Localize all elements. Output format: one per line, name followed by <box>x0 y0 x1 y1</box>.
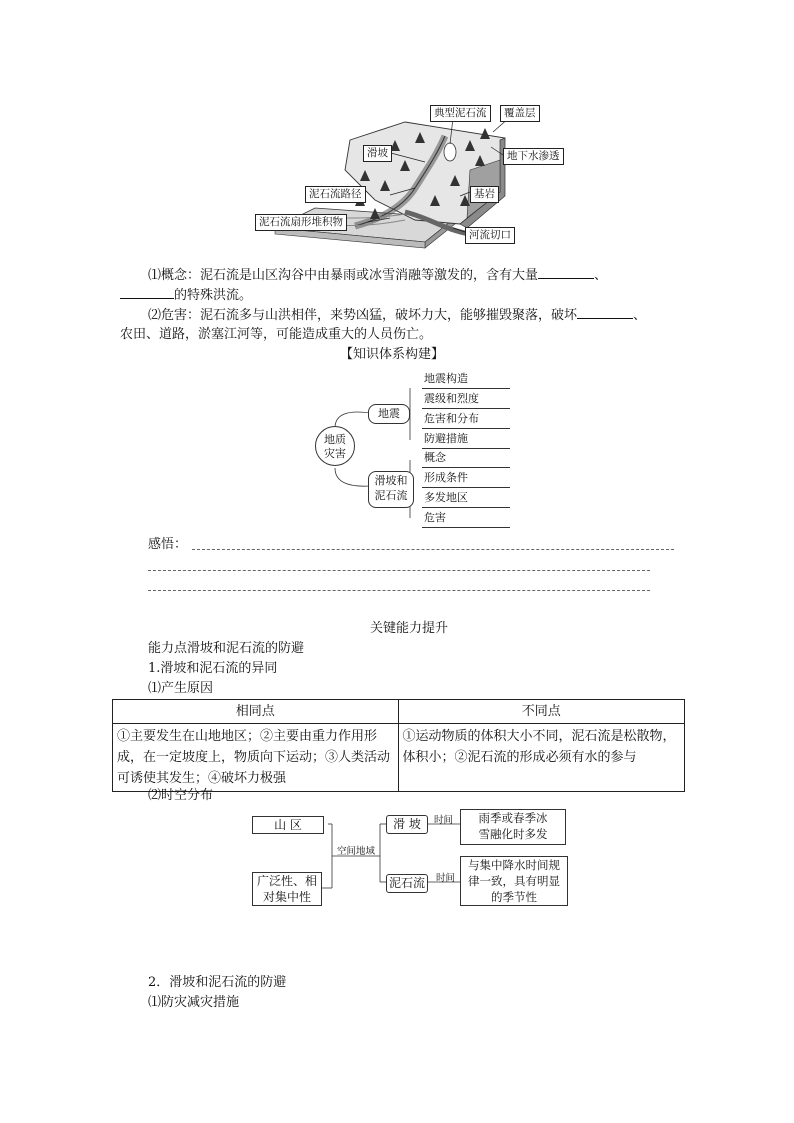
dist-space-label: 空间地域 <box>337 846 376 857</box>
map-item-ls-regions: 多发地区 <box>422 490 510 508</box>
section-1-heading: 1.滑坡和泥石流的异同 <box>148 661 278 676</box>
dist-debris-desc-line-2: 律一致，具有明显 <box>468 874 560 888</box>
harm-text-b: 、 <box>633 308 647 323</box>
answer-blank <box>538 266 594 279</box>
key-ability-topic: 能力点滑坡和泥石流的防避 <box>148 641 305 656</box>
map-landslide-line-1: 滑坡和 <box>374 474 408 487</box>
comparison-table <box>112 699 685 792</box>
map-item-ls-conditions: 形成条件 <box>422 470 510 488</box>
map-landslide-line-2: 泥石流 <box>374 489 408 502</box>
answer-blank <box>577 306 633 319</box>
map-item-eq-measures: 防避措施 <box>422 431 510 449</box>
dist-wide-box <box>252 872 322 906</box>
map-item-ls-harm: 危害 <box>422 510 510 528</box>
reflection-line-3[interactable] <box>148 590 650 591</box>
label-landslide: 滑坡 <box>363 145 392 162</box>
label-bedrock: 基岩 <box>470 186 499 203</box>
dist-debris-desc-line-1: 与集中降水时间规 <box>468 858 560 872</box>
harm-line-2: 农田、道路，淤塞江河等，可能造成重大的人员伤亡。 <box>120 327 433 342</box>
dist-landslide-desc <box>460 809 566 845</box>
dist-landslide-box: 滑 坡 <box>386 815 428 834</box>
concept-line-1 <box>148 266 607 285</box>
dist-mountain-box: 山 区 <box>252 816 324 834</box>
debris-flow-illustration <box>255 100 560 250</box>
label-flow-path: 泥石流路径 <box>305 186 366 203</box>
map-root-line-2: 灾害 <box>324 447 346 460</box>
harm-text-a: ⑵危害：泥石流多与山洪相伴，来势凶猛，破坏力大，能够摧毁聚落，破坏 <box>148 308 578 323</box>
map-item-eq-structure: 地震构造 <box>422 371 510 389</box>
section-2-1-heading: ⑴防灾减灾措施 <box>148 995 240 1010</box>
dist-landslide-desc-line-2: 雪融化时多发 <box>478 827 548 841</box>
knowledge-heading: 【知识体系构建】 <box>340 347 445 362</box>
label-cover-layer: 覆盖层 <box>500 105 540 122</box>
label-typical-debris-flow: 典型泥石流 <box>430 105 491 122</box>
section-1-1-heading: ⑴产生原因 <box>148 681 214 696</box>
table-cell-diff: ①运动物质的体积大小不同，泥石流是松散物，体积小；②泥石流的形成必须有水的参与 <box>398 724 685 792</box>
harm-line-1 <box>148 306 646 325</box>
dist-time-label-1: 时间 <box>434 815 454 826</box>
map-item-ls-concept: 概念 <box>422 450 510 468</box>
concept-text-c: 的特殊洪流。 <box>174 288 253 303</box>
section-1-2-heading: ⑵时空分布 <box>148 788 214 803</box>
reflection-label: 感悟： <box>148 537 188 552</box>
concept-line-2 <box>120 286 252 305</box>
map-root-node <box>315 426 355 466</box>
dist-debris-desc <box>460 856 568 906</box>
section-2-heading: 2．滑坡和泥石流的防避 <box>148 975 287 990</box>
map-root-line-1: 地质 <box>324 433 346 446</box>
label-groundwater: 地下水渗透 <box>503 148 564 165</box>
table-cell-same: ①主要发生在山地地区；②主要由重力作用形成，在一定坡度上，物质向下运动；③人类活动可诱使其发生；④破坏力极强 <box>113 724 399 792</box>
map-earthquake-node: 地震 <box>368 404 410 424</box>
table-header-diff: 不同点 <box>398 700 685 724</box>
map-item-eq-harm: 危害和分布 <box>422 411 510 429</box>
label-fan-deposit: 泥石流扇形堆积物 <box>255 214 347 231</box>
dist-wide-line-2: 对集中性 <box>262 890 311 904</box>
map-landslide-node <box>368 471 414 508</box>
distribution-diagram <box>250 810 570 910</box>
concept-text-a: ⑴概念：泥石流是山区沟谷中由暴雨或冰雪消融等激发的，含有大量 <box>148 268 539 283</box>
dist-debris-desc-line-3: 的季节性 <box>491 890 537 904</box>
map-item-eq-magnitude: 震级和烈度 <box>422 391 510 409</box>
dist-wide-line-1: 广泛性、相 <box>256 874 317 888</box>
concept-text-b: 、 <box>594 268 608 283</box>
table-header-same: 相同点 <box>113 700 399 724</box>
dist-landslide-desc-line-1: 雨季或春季冰 <box>478 811 548 825</box>
knowledge-mind-map <box>310 368 510 528</box>
label-river-cut: 河流切口 <box>465 227 515 244</box>
key-ability-title: 关键能力提升 <box>370 621 449 636</box>
dist-debris-box: 泥石流 <box>386 874 428 893</box>
reflection-line-2[interactable] <box>148 570 650 571</box>
dist-time-label-2: 时间 <box>436 873 456 884</box>
reflection-line-1[interactable] <box>192 549 674 550</box>
answer-blank <box>120 286 174 299</box>
